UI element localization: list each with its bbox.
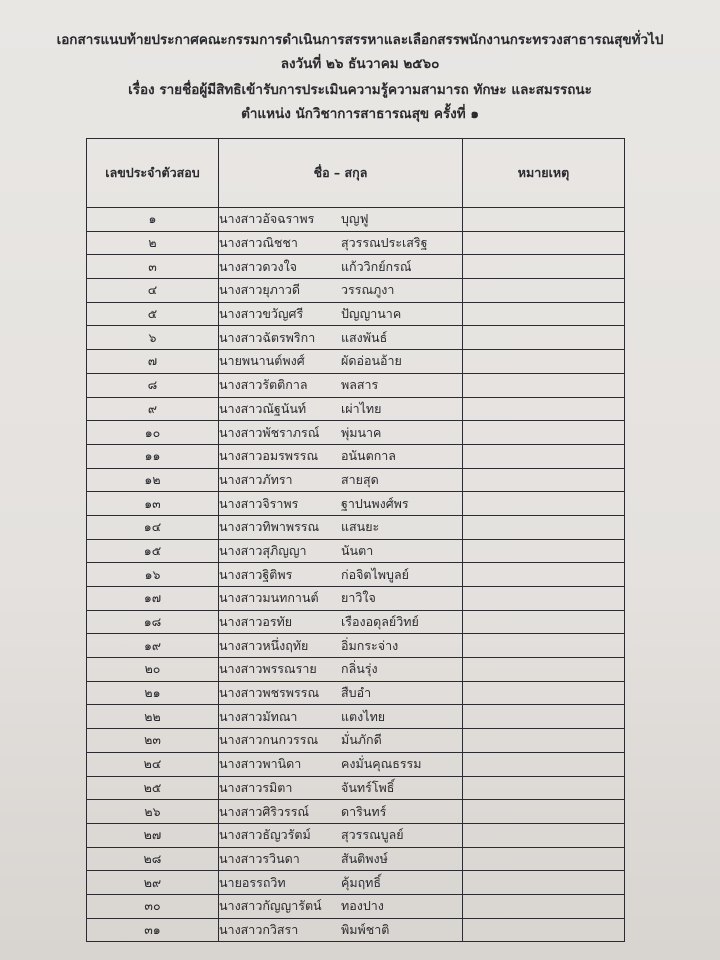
table-row xyxy=(87,823,625,847)
remark-cell xyxy=(463,563,625,587)
table-row xyxy=(87,468,625,492)
last-name: อนันตกาล xyxy=(341,448,396,464)
last-name: อิ่มกระจ่าง xyxy=(341,637,399,653)
remark-cell xyxy=(463,681,625,705)
table-row xyxy=(87,918,625,942)
name-cell xyxy=(219,468,463,492)
exam-id-cell: ๕ xyxy=(87,302,219,326)
remark-cell xyxy=(463,302,625,326)
last-name: ยาวิใจ xyxy=(341,590,376,606)
exam-id-cell: ๔ xyxy=(87,279,219,303)
name-cell xyxy=(219,610,463,634)
last-name: คุ้มฤทธิ์ xyxy=(341,874,382,890)
table-row xyxy=(87,776,625,800)
table-row xyxy=(87,421,625,445)
name-cell xyxy=(219,492,463,516)
first-name: นางสาวกวิสรา xyxy=(219,921,299,937)
table-row xyxy=(87,705,625,729)
name-cell xyxy=(219,326,463,350)
remark-cell xyxy=(463,444,625,468)
name-cell xyxy=(219,752,463,776)
last-name: ฐาปนพงศ์พร xyxy=(341,495,409,511)
candidate-table xyxy=(86,138,625,942)
last-name: สันติพงษ์ xyxy=(341,850,388,866)
first-name: นายพนานต์พงศ์ xyxy=(219,353,305,369)
first-name: นางสาวฐิติพร xyxy=(219,566,293,582)
first-name: นางสาวยุภาวดี xyxy=(219,282,301,298)
last-name: สืบอำ xyxy=(341,685,372,701)
remark-cell xyxy=(463,231,625,255)
column-header-name: ชื่อ – สกุล xyxy=(219,139,463,208)
remark-cell xyxy=(463,918,625,942)
exam-id-cell: ๑๖ xyxy=(87,563,219,587)
table-row xyxy=(87,492,625,516)
table-row xyxy=(87,871,625,895)
first-name: นางสาวหนึ่งฤทัย xyxy=(219,637,309,653)
remark-cell xyxy=(463,610,625,634)
last-name: สุวรรณบูลย์ xyxy=(341,827,404,843)
remark-cell xyxy=(463,492,625,516)
first-name: นางสาวกนกวรรณ xyxy=(219,732,319,748)
name-cell xyxy=(219,776,463,800)
exam-id-cell: ๓ xyxy=(87,255,219,279)
remark-cell xyxy=(463,894,625,918)
last-name: แก้ววิกย์กรณ์ xyxy=(341,258,412,274)
exam-id-cell: ๒๒ xyxy=(87,705,219,729)
name-cell xyxy=(219,231,463,255)
remark-cell xyxy=(463,208,625,232)
last-name: จันทร์โพธิ์ xyxy=(341,779,395,795)
exam-id-cell: ๒๔ xyxy=(87,752,219,776)
exam-id-cell: ๗ xyxy=(87,350,219,374)
remark-cell xyxy=(463,800,625,824)
exam-id-cell: ๒๐ xyxy=(87,658,219,682)
name-cell xyxy=(219,563,463,587)
exam-id-cell: ๒๕ xyxy=(87,776,219,800)
last-name: ผัดอ่อนอ้าย xyxy=(341,353,402,369)
name-cell xyxy=(219,847,463,871)
remark-cell xyxy=(463,397,625,421)
name-cell xyxy=(219,587,463,611)
first-name: นางสาวกัญญารัตน์ xyxy=(219,898,322,914)
name-cell xyxy=(219,800,463,824)
first-name: นางสาวจิราพร xyxy=(219,495,299,511)
exam-id-cell: ๑๒ xyxy=(87,468,219,492)
exam-id-cell: ๒๗ xyxy=(87,823,219,847)
table-row xyxy=(87,563,625,587)
first-name: นางสาวศิริวรรณ์ xyxy=(219,803,310,819)
last-name: บุญฟู xyxy=(341,211,369,227)
name-cell xyxy=(219,397,463,421)
remark-cell xyxy=(463,658,625,682)
table-row xyxy=(87,800,625,824)
header-line-1: เอกสารแนบท้ายประกาศคณะกรรมการดำเนินการสรรหาและเลือกสรรพนักงานกระทรวงสาธารณสุขทั่วไป xyxy=(56,32,664,48)
table-row xyxy=(87,894,625,918)
last-name: พิมพ์ชาติ xyxy=(341,921,390,937)
table-row xyxy=(87,373,625,397)
first-name: นางสาวธัญวรัตม์ xyxy=(219,827,311,843)
exam-id-cell: ๑๙ xyxy=(87,634,219,658)
last-name: แสนยะ xyxy=(341,519,380,535)
name-cell xyxy=(219,279,463,303)
table-row xyxy=(87,279,625,303)
first-name: นางสาวอรทัย xyxy=(219,614,293,630)
last-name: นันตา xyxy=(341,542,374,558)
name-cell xyxy=(219,350,463,374)
exam-id-cell: ๑๘ xyxy=(87,610,219,634)
first-name: นางสาวณัฐนันท์ xyxy=(219,400,307,416)
table-header-row xyxy=(87,139,625,208)
header-date: ลงวันที่ ๒๖ ธันวาคม ๒๕๖๐ xyxy=(280,56,440,72)
last-name: วรรณภูงา xyxy=(341,282,395,298)
remark-cell xyxy=(463,255,625,279)
table-row xyxy=(87,326,625,350)
name-cell xyxy=(219,894,463,918)
table-row xyxy=(87,444,625,468)
exam-id-cell: ๑๗ xyxy=(87,587,219,611)
exam-id-cell: ๑ xyxy=(87,208,219,232)
name-cell xyxy=(219,871,463,895)
name-cell xyxy=(219,658,463,682)
table-row xyxy=(87,681,625,705)
last-name: มั่นภักดี xyxy=(341,732,382,748)
last-name: พุ่มนาค xyxy=(341,424,382,440)
exam-id-cell: ๑๓ xyxy=(87,492,219,516)
remark-cell xyxy=(463,421,625,445)
exam-id-cell: ๒๙ xyxy=(87,871,219,895)
table-row xyxy=(87,350,625,374)
exam-id-cell: ๒ xyxy=(87,231,219,255)
table-row xyxy=(87,634,625,658)
exam-id-cell: ๓๑ xyxy=(87,918,219,942)
name-cell xyxy=(219,255,463,279)
name-cell xyxy=(219,729,463,753)
last-name: คงมั่นคุณธรรม xyxy=(341,756,422,772)
last-name: สุวรรณประเสริฐ xyxy=(341,235,428,251)
remark-cell xyxy=(463,373,625,397)
remark-cell xyxy=(463,871,625,895)
name-cell xyxy=(219,208,463,232)
table-row xyxy=(87,847,625,871)
table-row xyxy=(87,587,625,611)
exam-id-cell: ๑๕ xyxy=(87,539,219,563)
first-name: นายอรรถวิท xyxy=(219,874,286,890)
first-name: นางสาวอัจฉราพร xyxy=(219,211,315,227)
exam-id-cell: ๘ xyxy=(87,373,219,397)
exam-id-cell: ๒๖ xyxy=(87,800,219,824)
exam-id-cell: ๒๓ xyxy=(87,729,219,753)
remark-cell xyxy=(463,752,625,776)
last-name: เรืองอดุลย์วิทย์ xyxy=(341,614,419,630)
table-row xyxy=(87,752,625,776)
table-row xyxy=(87,539,625,563)
name-cell xyxy=(219,823,463,847)
remark-cell xyxy=(463,468,625,492)
exam-id-cell: ๒๘ xyxy=(87,847,219,871)
name-cell xyxy=(219,421,463,445)
remark-cell xyxy=(463,634,625,658)
header-position: ตำแหน่ง นักวิชาการสาธารณสุข ครั้งที่ ๑ xyxy=(241,106,479,122)
exam-id-cell: ๖ xyxy=(87,326,219,350)
name-cell xyxy=(219,634,463,658)
first-name: นางสาวสุภิญญา xyxy=(219,542,307,558)
remark-cell xyxy=(463,539,625,563)
name-cell xyxy=(219,373,463,397)
first-name: นางสาวรมิตา xyxy=(219,779,293,795)
name-cell xyxy=(219,705,463,729)
first-name: นางสาวทิพาพรรณ xyxy=(219,519,320,535)
exam-id-cell: ๓๐ xyxy=(87,894,219,918)
remark-cell xyxy=(463,729,625,753)
table-row xyxy=(87,208,625,232)
table-row xyxy=(87,610,625,634)
exam-id-cell: ๑๑ xyxy=(87,444,219,468)
column-header-exam-id: เลขประจำตัวสอบ xyxy=(87,139,219,208)
table-row xyxy=(87,515,625,539)
remark-cell xyxy=(463,350,625,374)
name-cell xyxy=(219,539,463,563)
exam-id-cell: ๒๑ xyxy=(87,681,219,705)
last-name: ดารินทร์ xyxy=(341,803,387,819)
column-header-remark: หมายเหตุ xyxy=(463,139,625,208)
remark-cell xyxy=(463,587,625,611)
last-name: แตงไทย xyxy=(341,708,386,724)
table-row xyxy=(87,302,625,326)
exam-id-cell: ๙ xyxy=(87,397,219,421)
exam-id-cell: ๑๐ xyxy=(87,421,219,445)
last-name: กลิ่นรุ่ง xyxy=(341,661,378,677)
first-name: นางสาวพัชราภรณ์ xyxy=(219,424,320,440)
remark-cell xyxy=(463,515,625,539)
first-name: นางสาวรวินดา xyxy=(219,850,300,866)
name-cell xyxy=(219,444,463,468)
last-name: แสงพันธ์ xyxy=(341,329,388,345)
first-name: นางสาวมนทกานต์ xyxy=(219,590,319,606)
table-row xyxy=(87,255,625,279)
table-row xyxy=(87,658,625,682)
remark-cell xyxy=(463,776,625,800)
exam-id-cell: ๑๔ xyxy=(87,515,219,539)
remark-cell xyxy=(463,326,625,350)
first-name: นางสาวขวัญศรี xyxy=(219,306,304,322)
table-row xyxy=(87,397,625,421)
last-name: เผ่าไทย xyxy=(341,400,382,416)
last-name: พลสาร xyxy=(341,377,379,393)
first-name: นางสาวภัทรา xyxy=(219,471,293,487)
first-name: นางสาวอมรพรรณ xyxy=(219,448,319,464)
remark-cell xyxy=(463,847,625,871)
first-name: นางสาวมัทณา xyxy=(219,708,298,724)
first-name: นางสาวพรรณราย xyxy=(219,661,317,677)
last-name: สายสุด xyxy=(341,471,379,487)
first-name: นางสาวณิชชา xyxy=(219,235,298,251)
first-name: นางสาวฉัตรพริกา xyxy=(219,329,316,345)
last-name: ทองปาง xyxy=(341,898,384,914)
last-name: ปัญญานาค xyxy=(341,306,402,322)
first-name: นางสาวดวงใจ xyxy=(219,258,298,274)
header-subject: เรื่อง รายชื่อผู้มีสิทธิเข้ารับการประเมินความรู้ความสามารถ ทักษะ และสมรรถนะ xyxy=(128,82,592,98)
first-name: นางสาวพานิดา xyxy=(219,756,302,772)
name-cell xyxy=(219,681,463,705)
first-name: นางสาวรัตติกาล xyxy=(219,377,308,393)
name-cell xyxy=(219,515,463,539)
first-name: นางสาวพชรพรรณ xyxy=(219,685,320,701)
table-row xyxy=(87,231,625,255)
table-body xyxy=(87,208,625,942)
remark-cell xyxy=(463,823,625,847)
table-row xyxy=(87,729,625,753)
remark-cell xyxy=(463,705,625,729)
name-cell xyxy=(219,302,463,326)
remark-cell xyxy=(463,279,625,303)
last-name: ก่อจิตไพบูลย์ xyxy=(341,566,409,582)
name-cell xyxy=(219,918,463,942)
